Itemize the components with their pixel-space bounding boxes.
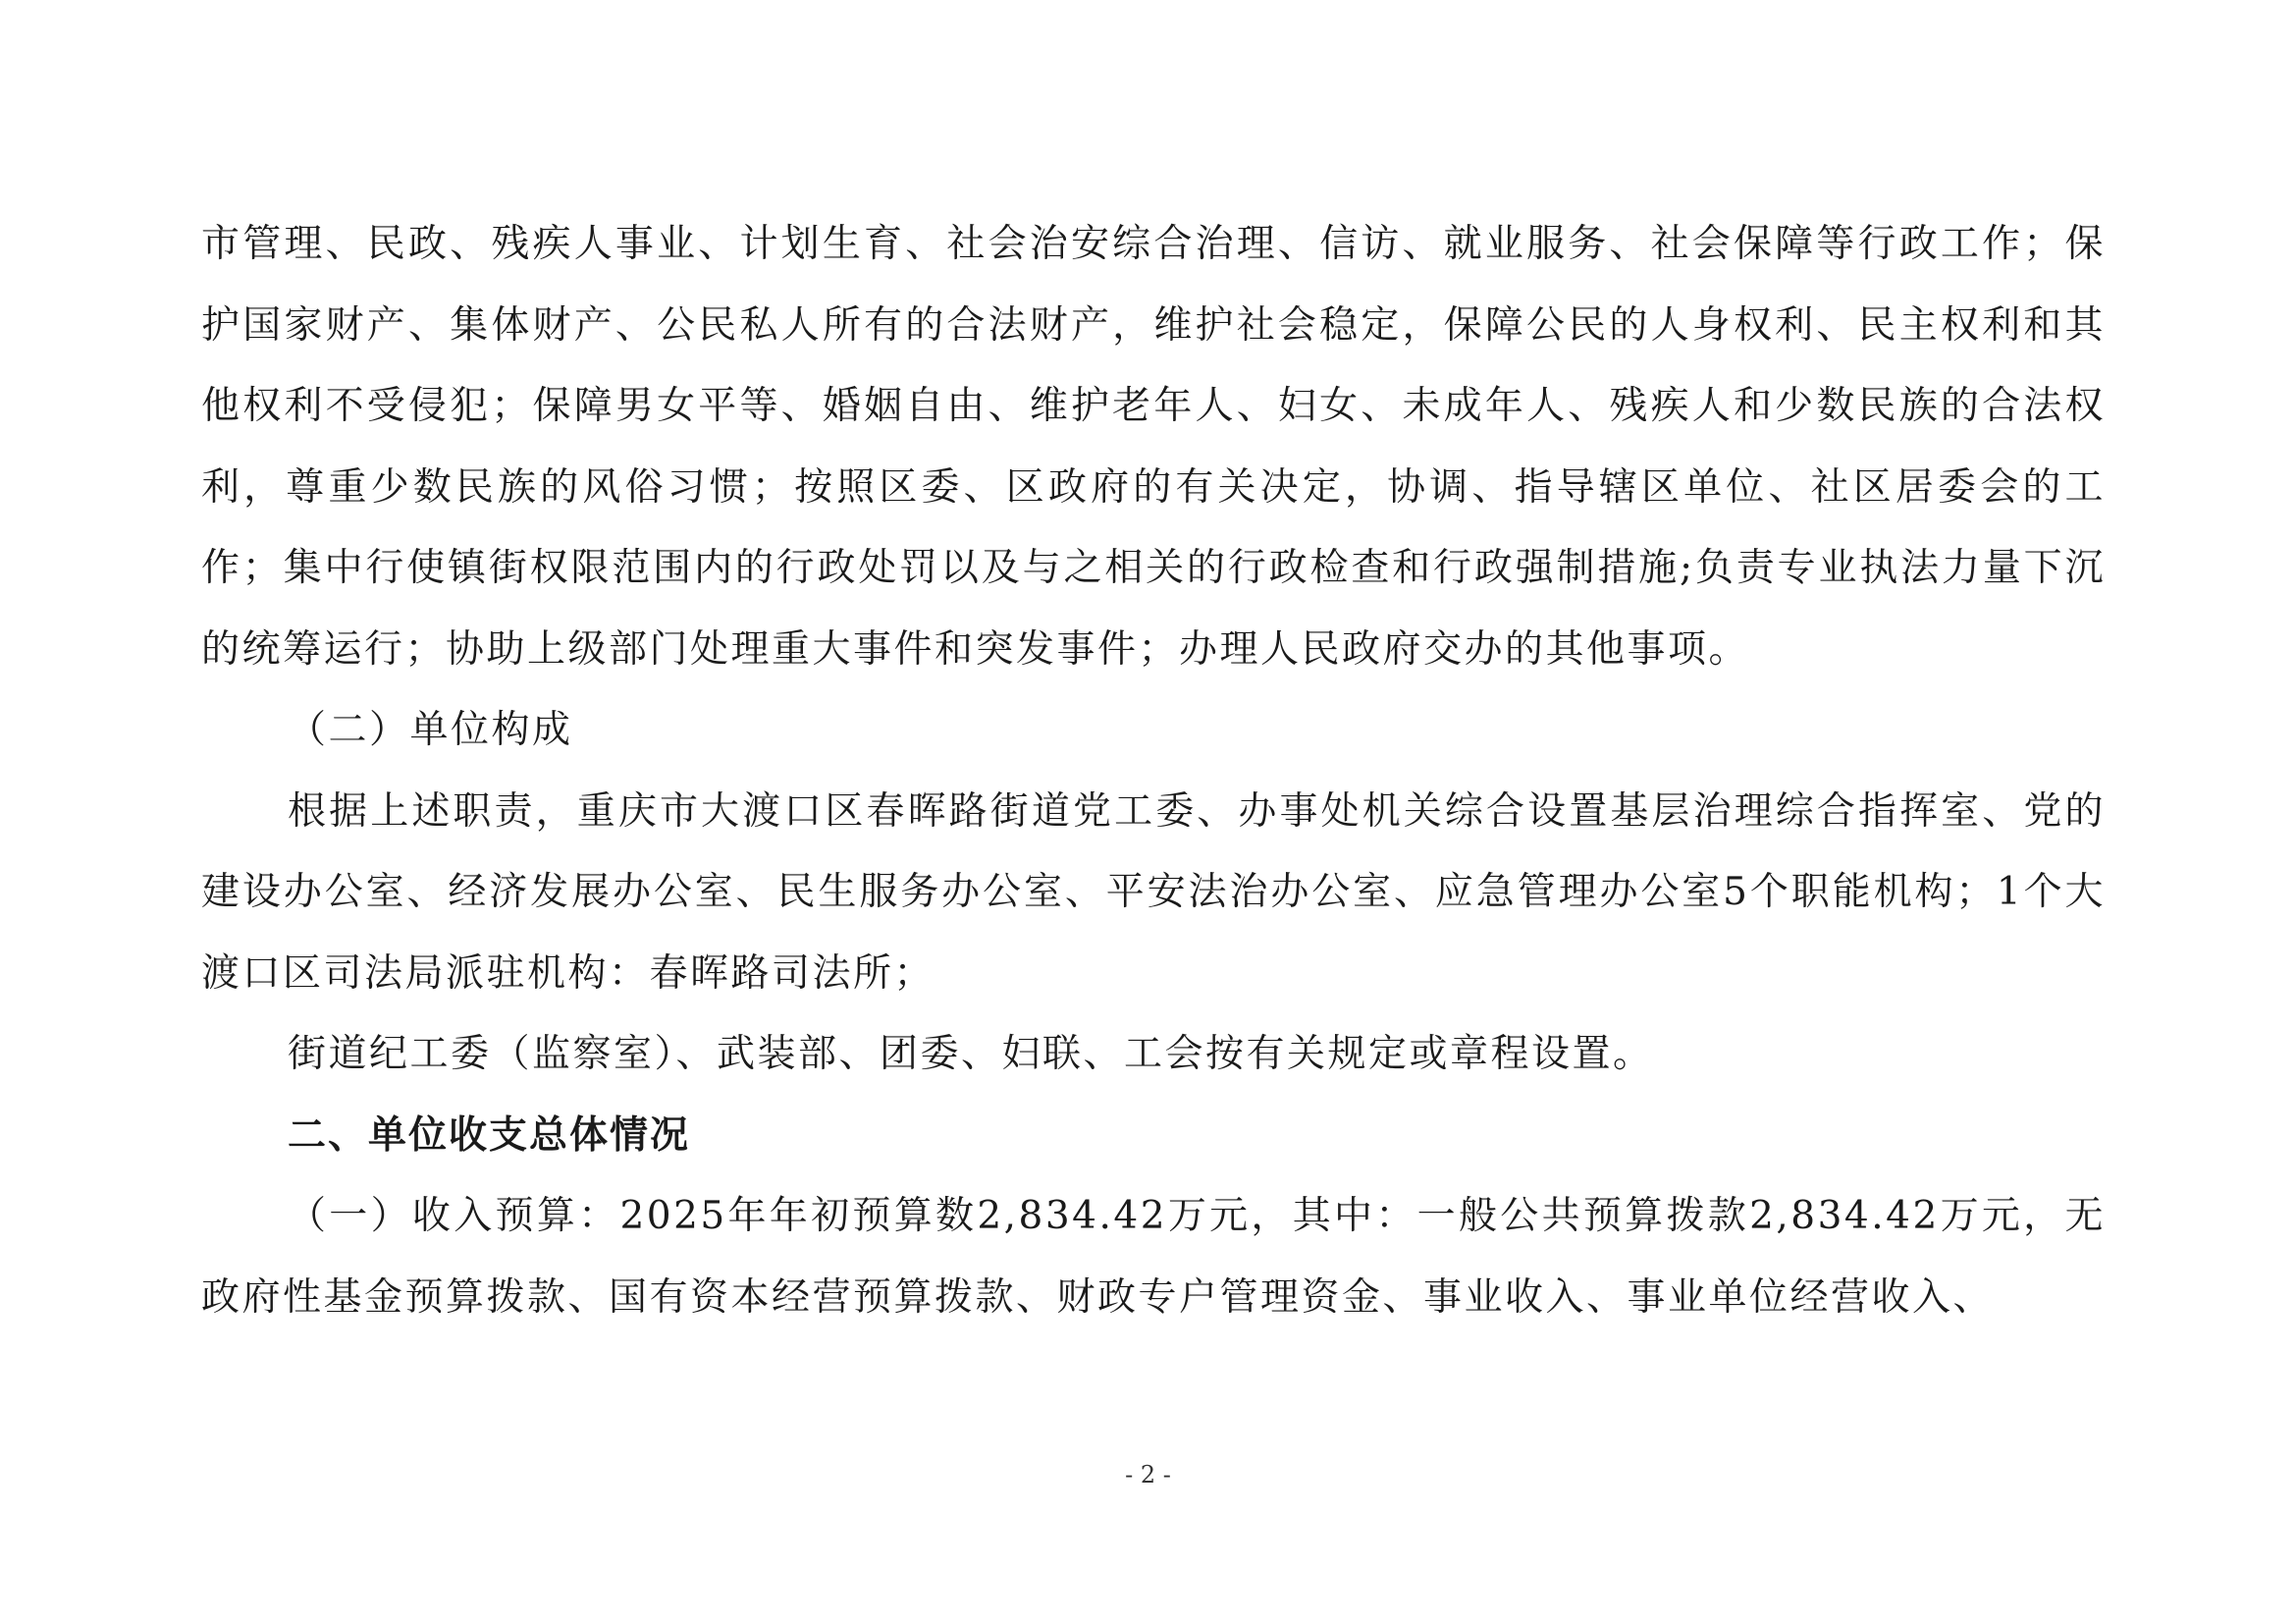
paragraph-income-budget: （一）收入预算：2025年年初预算数2,834.42万元，其中：一般公共预算拨款2,834.42万元，无政府性基金预算拨款、国有资本经营预算拨款、财政专户管理资金、事业收入、事业单位经营收入、 [201, 1194, 2106, 1320]
document-page [201, 204, 2106, 1338]
page-number: - 2 - [1125, 1461, 1171, 1489]
paragraph-unit-composition: 根据上述职责，重庆市大渡口区春晖路街道党工委、办事处机关综合设置基层治理综合指挥室、党的建设办公室、经济发展办公室、民生服务办公室、平安法治办公室、应急管理办公室5个职能机构；1个大渡口区司法局派驻机构：春晖路司法所； [201, 788, 2106, 996]
paragraph-duties-continued: 市管理、民政、残疾人事业、计划生育、社会治安综合治理、信访、就业服务、社会保障等行政工作；保护国家财产、集体财产、公民私人所有的合法财产，维护社会稳定，保障公民的人身权利、民主权利和其他权利不受侵犯；保障男女平等、婚姻自由、维护老年人、妇女、未成年人、残疾人和少数民族的合法权利，尊重少数民族的风俗习惯；按照区委、区政府的有关决定，协调、指导辖区单位、社区居委会的工作；集中行使镇街权限范围内的行政处罚以及与之相关的行政检查和行政强制措施;负责专业执法力量下沉的统筹运行；协助上级部门处理重大事件和突发事件；办理人民政府交办的其他事项。 [201, 222, 2106, 672]
paragraph-other-bodies: 街道纪工委（监察室）、武装部、团委、妇联、工会按有关规定或章程设置。 [288, 1032, 1654, 1076]
subheading-unit-composition: （二）单位构成 [288, 708, 573, 752]
section-heading-income-expenditure: 二、单位收支总体情况 [288, 1112, 691, 1158]
